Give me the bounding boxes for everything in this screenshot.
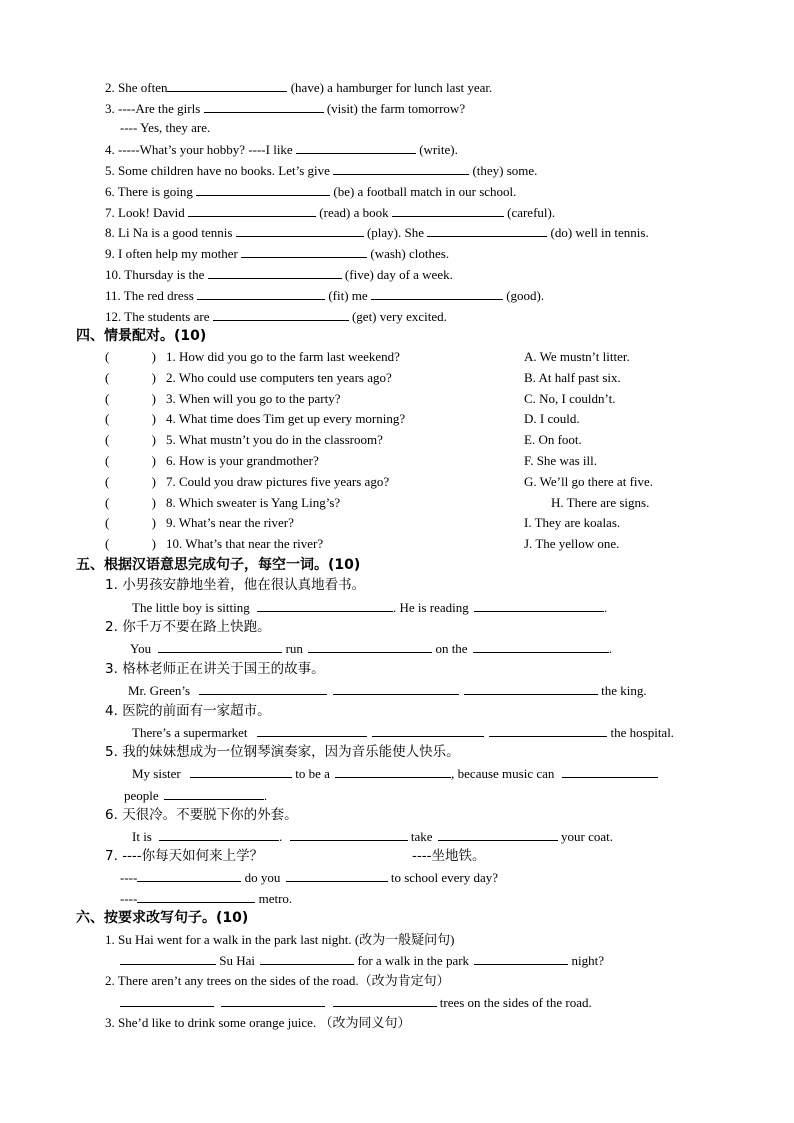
answer-blank[interactable] [236, 224, 364, 237]
translation-prompt-7-reply: ----坐地铁。 [412, 848, 486, 864]
answer-blank[interactable] [473, 640, 609, 653]
word-hint: (visit) [326, 101, 358, 116]
word-hint: (get) [351, 309, 377, 324]
answer-text: . [263, 788, 268, 803]
answer-blank[interactable] [392, 204, 504, 217]
answer-text: . [604, 600, 608, 615]
word-hint: (play). [366, 225, 402, 240]
answer-blank[interactable] [335, 765, 451, 778]
answer-blank[interactable] [371, 287, 503, 300]
answer-bracket[interactable]: ( ) [105, 515, 156, 530]
fill-blank-item-10 [105, 266, 453, 283]
item-text: I often help my mother [118, 246, 238, 261]
item-number: 10. [105, 267, 122, 282]
item-number: 5. [105, 163, 115, 178]
answer-blank[interactable] [137, 890, 255, 903]
answer-text: The little boy is sitting [132, 600, 250, 615]
answer-blank[interactable] [308, 640, 432, 653]
answer-bracket[interactable]: ( ) [105, 474, 156, 489]
item-text: There is going [117, 184, 193, 199]
answer-blank[interactable] [286, 869, 388, 882]
answer-blank[interactable] [221, 994, 325, 1007]
item-text: Some children have no books. Let’s give [118, 163, 330, 178]
item-text: a book [353, 205, 389, 220]
answer-text: . [279, 829, 283, 844]
answer-blank[interactable] [260, 952, 354, 965]
chinese-sentence: 你千万不要在路上快跑。 [122, 619, 271, 635]
answer-text: My sister [132, 766, 181, 781]
matching-question: 6. How is your grandmother? [166, 453, 319, 468]
matching-answer: B. At half past six. [524, 370, 621, 385]
matching-answer: G. We’ll go there at five. [524, 474, 654, 489]
translation-answer-1 [132, 599, 607, 616]
answer-text: your coat. [561, 829, 614, 844]
matching-question: 4. What time does Tim get up every morning? [166, 411, 406, 426]
answer-bracket[interactable]: ( ) [105, 432, 156, 447]
translation-answer-4 [132, 724, 674, 741]
answer-blank[interactable] [290, 828, 408, 841]
answer-bracket[interactable]: ( ) [105, 370, 156, 385]
chinese-sentence: 天很冷。不要脱下你的外套。 [122, 807, 298, 823]
item-text: clothes. [409, 246, 450, 261]
item-number: 6. [105, 807, 118, 823]
item-text: Look! David [118, 205, 185, 220]
item-number: 3. [105, 661, 118, 677]
fill-blank-item-4 [105, 141, 458, 158]
answer-blank[interactable] [474, 952, 568, 965]
rewrite-sentence: There aren’t any trees on the sides of the road.（改为肯定句） [117, 973, 450, 988]
answer-text: Mr. Green’s [128, 683, 191, 698]
matching-answer: A. We mustn’t litter. [524, 349, 630, 364]
rewrite-item-1 [105, 932, 455, 948]
answer-blank[interactable] [137, 869, 241, 882]
answer-text: to be a [295, 766, 330, 781]
word-hint: (they) [472, 163, 504, 178]
section-heading-rewrite: 六、按要求改写句子。(10) [76, 910, 249, 926]
answer-blank[interactable] [190, 765, 292, 778]
chinese-sentence: ----你每天如何来上学？ [122, 848, 264, 864]
item-number: 1. [105, 577, 118, 593]
fill-blank-item-8 [105, 224, 649, 241]
matching-question: 10. What’s that near the river? [166, 536, 324, 551]
rewrite-answer-2 [120, 994, 592, 1011]
answer-blank[interactable] [120, 952, 216, 965]
answer-blank[interactable] [197, 287, 325, 300]
item-number: 2. [105, 80, 115, 95]
fill-blank-item-11 [105, 287, 544, 304]
answer-text: ---- [120, 891, 138, 906]
answer-bracket[interactable]: ( ) [105, 453, 156, 468]
item-number: 7. [105, 205, 115, 220]
answer-blank[interactable] [204, 100, 324, 113]
answer-text: on the [435, 641, 468, 656]
matching-question: 3. When will you go to the party? [166, 391, 341, 406]
answer-text: ---- [120, 870, 138, 885]
matching-question: 9. What’s near the river? [166, 515, 294, 530]
matching-answer: H. There are signs. [551, 495, 650, 510]
answer-blank[interactable] [199, 682, 327, 695]
word-hint: (have) [290, 80, 324, 95]
word-hint: (write). [419, 142, 458, 157]
answer-blank[interactable] [438, 828, 558, 841]
item-text: She often [118, 80, 168, 95]
chinese-sentence: 小男孩安静地坐着，他在很认真地看书。 [122, 577, 366, 593]
answer-text: for a walk in the park [357, 953, 470, 968]
fill-blank-item-3 [105, 100, 465, 117]
word-hint: (good). [506, 288, 545, 303]
item-text: Thursday is the [124, 267, 205, 282]
item-number: 9. [105, 246, 115, 261]
item-number: 8. [105, 225, 115, 240]
answer-blank[interactable] [120, 994, 214, 1007]
word-hint: (five) [344, 267, 374, 282]
item-text: the farm tomorrow? [361, 101, 466, 116]
answer-blank[interactable] [196, 183, 330, 196]
answer-blank[interactable] [474, 599, 604, 612]
word-hint: (be) [333, 184, 355, 199]
translation-prompt-3 [105, 660, 325, 678]
item-number: 2. [105, 619, 118, 635]
item-number: 1. [105, 932, 115, 947]
answer-blank[interactable] [296, 141, 416, 154]
answer-blank[interactable] [257, 724, 367, 737]
fill-blank-item-9 [105, 245, 449, 262]
answer-text: people [124, 788, 159, 803]
matching-answer: D. I could. [524, 411, 580, 426]
section-heading-translation: 五、根据汉语意思完成句子，每空一词。(10) [76, 557, 361, 573]
rewrite-sentence: Su Hai went for a walk in the park last night. (改为一般疑问句) [118, 932, 455, 947]
matching-question: 2. Who could use computers ten years ago? [166, 370, 392, 385]
reply-line: ---- Yes, they are. [120, 120, 211, 135]
item-text: ----Are the girls [118, 101, 201, 116]
answer-bracket[interactable]: ( ) [105, 411, 156, 426]
chinese-sentence: 格林老师正在讲关于国王的故事。 [122, 661, 325, 677]
answer-blank[interactable] [333, 682, 459, 695]
matching-answer: E. On foot. [524, 432, 582, 447]
item-number: 4. [105, 142, 115, 157]
item-number: 3. [105, 1015, 115, 1030]
item-text: -----What’s your hobby? ----I like [118, 142, 293, 157]
item-text: day of a week. [377, 267, 453, 282]
answer-blank[interactable] [333, 994, 437, 1007]
answer-text: run [285, 641, 303, 656]
item-text: me [351, 288, 368, 303]
answer-blank[interactable] [188, 204, 316, 217]
fill-blank-item-6 [105, 183, 516, 200]
word-hint: (fit) [328, 288, 349, 303]
item-number: 5. [105, 744, 118, 760]
answer-bracket[interactable]: ( ) [105, 349, 156, 364]
answer-bracket[interactable]: ( ) [105, 495, 156, 510]
answer-blank[interactable] [372, 724, 484, 737]
answer-text: to school every day? [390, 870, 499, 885]
chinese-sentence: 我的妹妹想成为一位钢琴演奏家，因为音乐能使人快乐。 [122, 744, 460, 760]
rewrite-item-3 [105, 1015, 410, 1031]
item-text: She [404, 225, 425, 240]
item-text: a football match in our school. [357, 184, 517, 199]
answer-text: metro. [258, 891, 293, 906]
answer-text: do you [244, 870, 281, 885]
item-text: some. [506, 163, 538, 178]
answer-blank[interactable] [213, 308, 349, 321]
word-hint: (read) [319, 205, 351, 220]
translation-answer-7-reply [120, 890, 292, 907]
matching-answer: F. She was ill. [524, 453, 597, 468]
answer-blank[interactable] [164, 787, 264, 800]
item-number: 6. [105, 184, 115, 199]
item-text: The students are [124, 309, 210, 324]
item-text: Li Na is a good tennis [118, 225, 233, 240]
item-number: 2. [105, 973, 115, 988]
word-hint: (do) well in tennis. [550, 225, 649, 240]
translation-prompt-5 [105, 743, 460, 761]
word-hint: (wash) [370, 246, 406, 261]
item-text: a hamburger for lunch last year. [327, 80, 493, 95]
translation-prompt-1 [105, 576, 365, 594]
matching-answer: C. No, I couldn’t. [524, 391, 616, 406]
word-hint: (careful). [507, 205, 556, 220]
answer-text: take [410, 829, 433, 844]
translation-answer-5 [132, 765, 658, 782]
fill-blank-item-5 [105, 162, 537, 179]
item-text: The red dress [123, 288, 194, 303]
answer-text: . He is reading [392, 600, 469, 615]
section-heading-matching: 四、情景配对。(10) [76, 328, 207, 344]
rewrite-answer-1 [120, 952, 604, 969]
answer-blank[interactable] [241, 245, 367, 258]
answer-text: . [608, 641, 613, 656]
item-number: 4. [105, 703, 118, 719]
fill-blank-item-12 [105, 308, 447, 325]
translation-answer-3 [128, 682, 647, 699]
answer-text: , because music can [451, 766, 555, 781]
matching-answer: J. The yellow one. [524, 536, 620, 551]
answer-blank[interactable] [562, 765, 658, 778]
item-number: 11. [105, 288, 121, 303]
matching-question: 1. How did you go to the farm last weekend? [166, 349, 400, 364]
translation-prompt-6 [105, 806, 298, 824]
answer-blank[interactable] [427, 224, 547, 237]
matching-question: 5. What mustn’t you do in the classroom? [166, 432, 383, 447]
matching-question: 7. Could you draw pictures five years ago? [166, 474, 390, 489]
fill-blank-item-7 [105, 204, 555, 221]
answer-text: There’s a supermarket [132, 725, 248, 740]
answer-blank[interactable] [158, 640, 282, 653]
answer-bracket[interactable]: ( ) [105, 391, 156, 406]
translation-answer-7 [120, 869, 498, 886]
rewrite-sentence: She’d like to drink some orange juice. （改为同义句） [118, 1015, 411, 1030]
translation-prompt-4 [105, 702, 271, 720]
rewrite-item-2 [105, 973, 450, 989]
answer-text: Su Hai [219, 953, 255, 968]
item-number: 3. [105, 101, 115, 116]
answer-blank[interactable] [159, 828, 279, 841]
chinese-sentence: 医院的前面有一家超市。 [122, 703, 271, 719]
translation-answer-2 [130, 640, 612, 657]
answer-blank[interactable] [167, 79, 287, 92]
answer-blank[interactable] [208, 266, 342, 279]
answer-blank[interactable] [257, 599, 393, 612]
answer-text: night? [571, 953, 605, 968]
answer-text: It is [132, 829, 152, 844]
item-number: 12. [105, 309, 122, 324]
answer-blank[interactable] [333, 162, 469, 175]
answer-text: the hospital. [610, 725, 675, 740]
item-text: very excited. [379, 309, 447, 324]
matching-answer: I. They are koalas. [524, 515, 621, 530]
translation-answer-5-cont [124, 787, 267, 804]
translation-answer-6 [132, 828, 613, 845]
answer-text: You [130, 641, 152, 656]
item-number: 7. [105, 848, 118, 864]
translation-prompt-7 [105, 847, 263, 865]
matching-question: 8. Which sweater is Yang Ling’s? [166, 495, 341, 510]
answer-bracket[interactable]: ( ) [105, 536, 156, 551]
translation-prompt-2 [105, 618, 271, 636]
answer-blank[interactable] [489, 724, 607, 737]
answer-blank[interactable] [464, 682, 598, 695]
answer-text: the king. [601, 683, 647, 698]
answer-text: trees on the sides of the road. [439, 995, 592, 1010]
fill-blank-item-2 [105, 79, 492, 96]
